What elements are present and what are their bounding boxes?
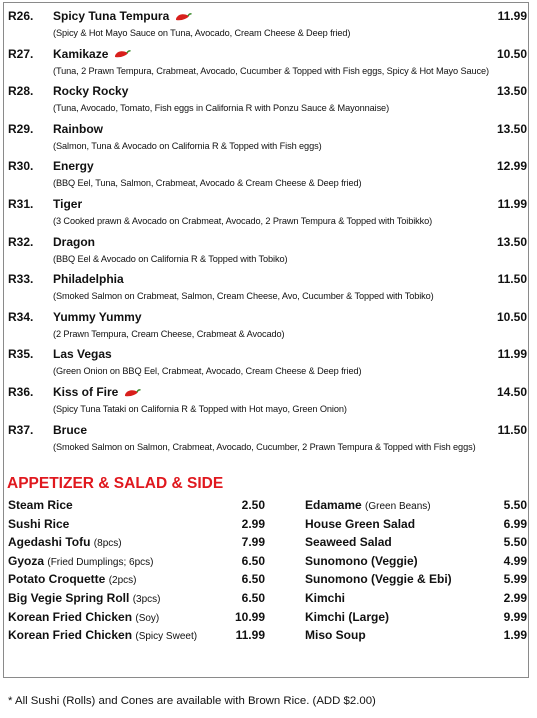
menu-item <box>305 572 527 591</box>
roll-item <box>5 81 527 119</box>
menu-item <box>8 591 265 610</box>
menu-item <box>305 628 527 647</box>
appetizer-right-column <box>305 498 527 647</box>
menu-item <box>8 610 265 629</box>
roll-description: (2 Prawn Tempura, Cream Cheese, Crabmeat & Avocado) <box>53 328 285 339</box>
menu-item-name: Korean Fried Chicken (Soy) <box>8 609 160 624</box>
menu-item-price: 9.99 <box>503 609 527 624</box>
menu-item-price: 5.50 <box>503 498 527 512</box>
menu-item-note: (3pcs) <box>132 593 161 605</box>
roll-code: R36. <box>8 384 34 399</box>
footnote: * All Sushi (Rolls) and Cones are available with Brown Rice. (ADD $2.00) <box>8 695 376 707</box>
menu-item-price: 5.50 <box>503 535 527 550</box>
roll-name: Bruce <box>53 422 88 437</box>
menu-item <box>8 572 265 591</box>
roll-name: Rainbow <box>53 121 103 136</box>
roll-code: R34. <box>8 309 34 324</box>
roll-item <box>5 344 527 382</box>
roll-description: (Tuna, Avocado, Tomato, Fish eggs in California R with Ponzu Sauce & Mayonnaise) <box>53 103 390 114</box>
menu-item-price: 5.99 <box>503 572 527 587</box>
roll-price: 10.50 <box>496 309 527 324</box>
roll-price: 10.50 <box>496 46 527 61</box>
roll-item <box>5 232 527 270</box>
menu-item-note: (Soy) <box>135 612 160 624</box>
roll-item <box>5 6 527 44</box>
roll-code: R30. <box>8 159 34 174</box>
menu-item <box>305 554 527 573</box>
menu-item-name: Seaweed Salad <box>305 535 392 550</box>
roll-price: 11.50 <box>497 272 527 287</box>
menu-item-price: 2.50 <box>241 498 265 512</box>
roll-price: 14.50 <box>496 384 527 399</box>
roll-description: (BBQ Eel, Tuna, Salmon, Crabmeat, Avocado & Cream Cheese & Deep fried) <box>53 178 362 189</box>
roll-code: R37. <box>8 422 34 437</box>
menu-item-price: 7.99 <box>241 535 265 550</box>
roll-price: 11.99 <box>497 196 527 211</box>
menu-item-price: 6.50 <box>241 572 265 587</box>
roll-list <box>5 6 527 457</box>
roll-item <box>5 307 527 345</box>
menu-item-name: Steam Rice <box>8 498 73 512</box>
menu-item-name: Sushi Rice <box>8 516 70 531</box>
roll-description: (Spicy & Hot Mayo Sauce on Tuna, Avocado, Cream Cheese & Deep fried) <box>53 28 351 38</box>
menu-item <box>8 554 265 573</box>
roll-item <box>5 382 527 420</box>
menu-item <box>305 517 527 536</box>
roll-description: (Smoked Salmon on Crabmeat, Salmon, Cream Cheese, Avo, Cucumber & Topped with Tobiko) <box>53 291 434 302</box>
roll-description: (3 Cooked prawn & Avocado on Crabmeat, Avocado, 2 Prawn Tempura & Topped with Toibikko) <box>53 215 433 226</box>
roll-description: (Green Onion on BBQ Eel, Crabmeat, Avocado, Cream Cheese & Deep fried) <box>53 366 362 377</box>
roll-price: 11.99 <box>497 9 527 23</box>
roll-code: R31. <box>8 196 34 211</box>
menu-item-name: Sunomono (Veggie) <box>305 553 418 568</box>
menu-item-name: Big Vegie Spring Roll (3pcs) <box>8 590 161 605</box>
menu-item-name: Miso Soup <box>305 628 366 643</box>
section-title: APPETIZER & SALAD & SIDE <box>7 475 224 492</box>
roll-code: R29. <box>8 121 34 136</box>
menu-item <box>8 498 265 517</box>
roll-code: R27. <box>8 46 34 61</box>
menu-item <box>8 535 265 554</box>
menu-item <box>8 517 265 536</box>
menu-item-name: Kimchi <box>305 590 346 605</box>
roll-name: Yummy Yummy <box>53 309 142 324</box>
roll-name: Dragon <box>53 234 95 249</box>
roll-description: (Salmon, Tuna & Avocado on California R & Topped with Fish eggs) <box>53 140 322 151</box>
menu-item-name: Potato Croquette (2pcs) <box>8 572 137 587</box>
menu-item-note: (Fried Dumplings; 6pcs) <box>47 556 154 568</box>
roll-description: (BBQ Eel & Avocado on California R & Topped with Tobiko) <box>53 253 288 264</box>
chili-pepper-icon <box>174 12 192 22</box>
roll-price: 11.50 <box>497 422 527 437</box>
menu-item-name: House Green Salad <box>305 516 416 531</box>
roll-code: R28. <box>8 84 34 99</box>
menu-item <box>8 628 265 647</box>
menu-item <box>305 591 527 610</box>
roll-name: Spicy Tuna Tempura <box>53 9 192 23</box>
menu-item-name: Agedashi Tofu (8pcs) <box>8 535 122 550</box>
roll-price: 13.50 <box>496 121 527 136</box>
roll-code: R32. <box>8 234 34 249</box>
chili-pepper-icon <box>113 49 131 59</box>
roll-code: R26. <box>8 9 34 23</box>
roll-name: Kiss of Fire <box>53 385 141 399</box>
roll-code: R33. <box>8 272 34 287</box>
roll-description: (Spicy Tuna Tataki on California R & Topped with Hot mayo, Green Onion) <box>53 403 347 414</box>
menu-item-note: (Green Beans) <box>365 501 431 512</box>
appetizer-left-column <box>8 498 265 647</box>
menu-item-price: 11.99 <box>235 628 265 643</box>
roll-item <box>5 119 527 157</box>
menu-item <box>305 498 527 517</box>
roll-item <box>5 194 527 232</box>
menu-item-price: 10.99 <box>234 609 265 624</box>
menu-item-name: Edamame (Green Beans) <box>305 498 431 512</box>
roll-price: 11.99 <box>497 347 527 362</box>
roll-description: (Smoked Salmon on Salmon, Crabmeat, Avocado, Cucumber, 2 Prawn Tempura & Topped with Fish eggs) <box>53 441 476 452</box>
roll-item <box>5 269 527 307</box>
menu-item-price: 4.99 <box>503 553 527 568</box>
roll-name: Rocky Rocky <box>53 84 129 99</box>
chili-pepper-icon <box>123 388 141 398</box>
menu-item-name: Sunomono (Veggie & Ebi) <box>305 572 452 587</box>
menu-item-price: 6.99 <box>503 516 527 531</box>
menu-item-price: 2.99 <box>503 590 527 605</box>
roll-name: Kamikaze <box>53 47 131 61</box>
menu-item-price: 1.99 <box>503 628 527 643</box>
menu-item-price: 2.99 <box>241 516 265 531</box>
roll-name: Tiger <box>53 196 83 211</box>
roll-price: 12.99 <box>496 159 527 174</box>
menu-item-name: Kimchi (Large) <box>305 609 390 624</box>
menu-item-name: Gyoza (Fried Dumplings; 6pcs) <box>8 553 154 568</box>
menu-item-name: Korean Fried Chicken (Spicy Sweet) <box>8 628 198 643</box>
roll-item <box>5 44 527 82</box>
menu-item <box>305 610 527 629</box>
roll-name: Energy <box>53 159 94 174</box>
roll-price: 13.50 <box>496 84 527 99</box>
menu-item-price: 6.50 <box>241 590 265 605</box>
menu-item-note: (Spicy Sweet) <box>135 631 198 643</box>
roll-price: 13.50 <box>496 234 527 249</box>
roll-item <box>5 156 527 194</box>
menu-item <box>305 535 527 554</box>
roll-name: Philadelphia <box>53 272 124 287</box>
roll-code: R35. <box>8 347 34 362</box>
menu-item-note: (2pcs) <box>108 575 137 587</box>
roll-item <box>5 420 527 458</box>
menu-item-price: 6.50 <box>241 553 265 568</box>
menu-item-note: (8pcs) <box>93 538 122 550</box>
roll-description: (Tuna, 2 Prawn Tempura, Crabmeat, Avocado, Cucumber & Topped with Fish eggs, Spicy & Hot Mayo Sauce) <box>53 65 489 76</box>
roll-name: Las Vegas <box>53 347 112 362</box>
